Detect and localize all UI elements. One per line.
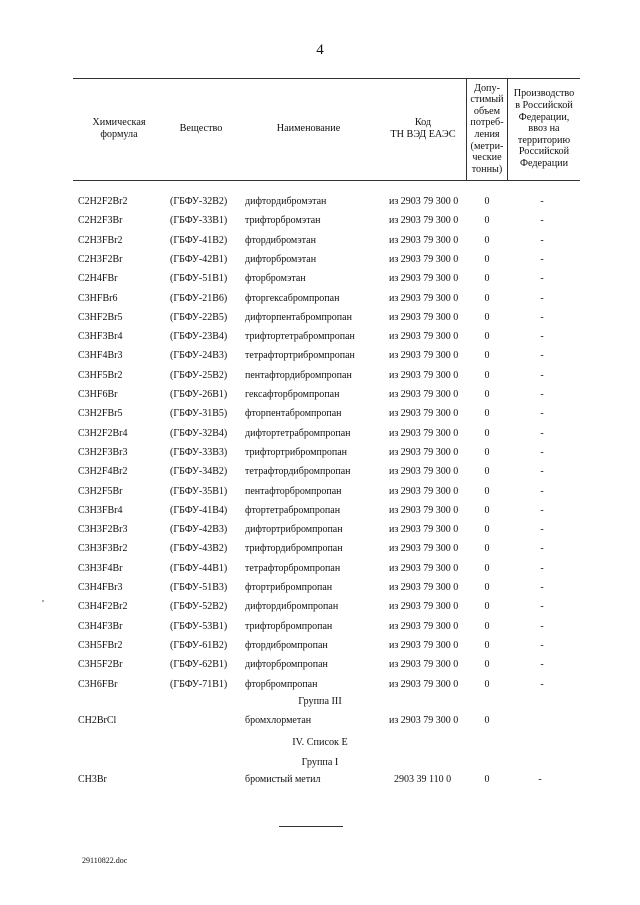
amount-cell: 0 — [484, 485, 490, 497]
table-row — [0, 713, 640, 729]
code-cell: из 2903 79 300 0 — [389, 446, 459, 458]
amount-cell: 0 — [484, 446, 490, 458]
amount-cell: 0 — [484, 562, 490, 574]
page-number: 4 — [316, 42, 324, 58]
header-line: Наименование — [276, 123, 341, 135]
substance-cell: (ГБФУ-42В3) — [170, 524, 228, 536]
table-row — [0, 464, 640, 480]
production-cell: - — [540, 446, 544, 458]
formula-cell: C3H3F4Br — [78, 562, 123, 574]
name-cell: пентафторбромпропан — [245, 485, 342, 497]
substance-cell: (ГБФУ-51В3) — [170, 582, 228, 593]
formula-cell: C3H5F2Br — [78, 659, 123, 671]
code-cell: из 2903 79 300 0 — [389, 639, 459, 651]
code-cell: из 2903 79 300 0 — [389, 215, 459, 227]
table-row — [0, 233, 640, 249]
substance-cell: (ГБФУ-22В5) — [170, 311, 228, 323]
substance-cell: (ГБФУ-44В1) — [170, 562, 228, 574]
code-cell: из 2903 79 300 0 — [389, 350, 459, 362]
amount-cell: 0 — [484, 215, 490, 227]
production-cell: - — [540, 543, 544, 555]
production-cell: - — [540, 601, 544, 613]
amount-cell: 0 — [484, 524, 490, 536]
formula-cell: C3H2F4Br2 — [78, 466, 128, 478]
code-cell: из 2903 79 300 0 — [389, 620, 459, 632]
formula-cell: C3H3FBr4 — [78, 504, 123, 516]
header-line: территорию — [517, 134, 571, 146]
amount-cell: 0 — [484, 292, 490, 304]
substance-cell: (ГБФУ-62В1) — [170, 659, 228, 671]
header-line: Российской — [518, 146, 570, 158]
formula-cell: C3HFBr6 — [78, 292, 118, 304]
table-row — [0, 213, 640, 229]
header-line: формула — [100, 129, 138, 140]
header-bottom-rule — [73, 180, 580, 181]
production-cell: - — [538, 774, 542, 785]
amount-cell: 0 — [484, 196, 490, 207]
substance-cell: (ГБФУ-43В2) — [170, 543, 228, 555]
header-line: в Российской — [515, 100, 573, 112]
production-cell: - — [540, 562, 544, 574]
amount-cell: 0 — [484, 369, 490, 381]
code-cell: 2903 39 110 0 — [394, 774, 452, 785]
production-cell: - — [540, 427, 544, 439]
header-name — [237, 78, 380, 180]
production-cell: - — [540, 504, 544, 516]
name-cell: тетрафторбромпропан — [245, 562, 341, 574]
header-line: Химическая — [92, 117, 146, 129]
name-cell: фтортрибромпропан — [245, 582, 333, 593]
header-line: Вещество — [179, 123, 223, 135]
amount-cell: 0 — [484, 273, 490, 285]
formula-cell: C3H4FBr3 — [78, 582, 123, 593]
table-row — [0, 772, 640, 788]
header-line: ввоз на — [528, 123, 560, 135]
substance-cell: (ГБФУ-51В1) — [170, 273, 228, 285]
header-formula — [73, 78, 165, 180]
table-row — [0, 387, 640, 403]
table-row — [0, 194, 640, 210]
formula-cell: C3H4F2Br2 — [78, 601, 128, 613]
table-row — [0, 368, 640, 384]
group-3-label: Группа III — [298, 696, 342, 707]
code-cell: из 2903 79 300 0 — [389, 466, 459, 478]
group-1-label: Группа I — [301, 757, 339, 768]
code-cell: из 2903 79 300 0 — [389, 389, 459, 400]
header-line: стимый — [470, 94, 504, 106]
amount-cell: 0 — [484, 659, 490, 671]
table-row — [0, 310, 640, 326]
name-cell: пентафтордибромпропан — [245, 369, 352, 381]
substance-cell: (ГБФУ-26В1) — [170, 389, 228, 400]
amount-cell: 0 — [484, 504, 490, 516]
production-cell: - — [540, 408, 544, 420]
production-cell: - — [540, 234, 544, 246]
substance-cell: (ГБФУ-24В3) — [170, 350, 228, 362]
production-cell: - — [540, 620, 544, 632]
substance-cell: (ГБФУ-23В4) — [170, 331, 228, 343]
name-cell: дифтортетрабромпропан — [245, 427, 351, 439]
name-cell: бромхлорметан — [245, 715, 312, 726]
code-cell: из 2903 79 300 0 — [389, 562, 459, 574]
header-line: объем — [473, 105, 501, 117]
formula-cell: C3HF5Br2 — [78, 369, 123, 381]
header-line: потреб- — [470, 117, 504, 129]
table-row — [0, 522, 640, 538]
name-cell: фторгексабромпропан — [245, 292, 340, 304]
code-cell: из 2903 79 300 0 — [389, 678, 459, 690]
amount-cell: 0 — [484, 620, 490, 632]
footer-rule — [279, 826, 343, 827]
table-row — [0, 541, 640, 557]
table-row — [0, 426, 640, 442]
table-row — [0, 599, 640, 615]
code-cell: из 2903 79 300 0 — [389, 292, 459, 304]
header-substance — [165, 78, 237, 180]
table-row — [0, 291, 640, 307]
code-cell: из 2903 79 300 0 — [389, 715, 459, 726]
code-cell: из 2903 79 300 0 — [389, 659, 459, 671]
name-cell: тетрафтортрибромпропан — [245, 350, 355, 362]
name-cell: дифторбромпропан — [245, 659, 328, 671]
code-cell: из 2903 79 300 0 — [389, 408, 459, 420]
substance-cell: (ГБФУ-41В4) — [170, 504, 228, 516]
amount-cell: 0 — [484, 408, 490, 420]
production-cell: - — [540, 311, 544, 323]
code-cell: из 2903 79 300 0 — [389, 273, 459, 285]
name-cell: фторбромэтан — [245, 273, 306, 285]
name-cell: трифтортрибромпропан — [245, 446, 347, 458]
list-e-label: IV. Список Е — [292, 737, 348, 748]
substance-cell: (ГБФУ-42В1) — [170, 253, 228, 265]
table-row — [0, 561, 640, 577]
code-cell: из 2903 79 300 0 — [389, 311, 459, 323]
code-cell: из 2903 79 300 0 — [389, 582, 459, 593]
scan-mark — [42, 600, 44, 602]
name-cell: тетрафтордибромпропан — [245, 466, 351, 478]
formula-cell: C3H5FBr2 — [78, 639, 123, 651]
formula-cell: C2H2F2Br2 — [78, 196, 128, 207]
header-amount — [467, 78, 507, 180]
amount-cell: 0 — [484, 678, 490, 690]
table-row — [0, 348, 640, 364]
code-cell: из 2903 79 300 0 — [389, 369, 459, 381]
header-line: ления — [474, 129, 500, 140]
name-cell: дифторпентабромпропан — [245, 311, 352, 323]
header-line: Код — [414, 117, 432, 129]
table-row — [0, 677, 640, 693]
production-cell: - — [540, 659, 544, 671]
production-cell: - — [540, 350, 544, 362]
name-cell: дифтортрибромпропан — [245, 524, 343, 536]
substance-cell: (ГБФУ-71В1) — [170, 678, 228, 690]
code-cell: из 2903 79 300 0 — [389, 601, 459, 613]
production-cell: - — [540, 582, 544, 593]
production-cell: - — [540, 389, 544, 400]
production-cell: - — [540, 485, 544, 497]
amount-cell: 0 — [484, 253, 490, 265]
substance-cell: (ГБФУ-25В2) — [170, 369, 228, 381]
code-cell: из 2903 79 300 0 — [389, 253, 459, 265]
header-production — [508, 78, 580, 180]
name-cell: трифтордибромпропан — [245, 543, 343, 555]
formula-cell: C2H4FBr — [78, 273, 118, 285]
production-cell: - — [540, 292, 544, 304]
name-cell: трифторбромэтан — [245, 215, 321, 227]
formula-cell: C3HF4Br3 — [78, 350, 123, 362]
name-cell: дифторбромэтан — [245, 253, 317, 265]
amount-cell: 0 — [484, 427, 490, 439]
table-row — [0, 445, 640, 461]
amount-cell: 0 — [484, 543, 490, 555]
name-cell: фторпентабромпропан — [245, 408, 342, 420]
amount-cell: 0 — [484, 350, 490, 362]
header-line: Производство — [513, 88, 575, 100]
formula-cell: C2H3F2Br — [78, 253, 123, 265]
formula-cell: C3H4F3Br — [78, 620, 123, 632]
table-row — [0, 619, 640, 635]
substance-cell: (ГБФУ-33В1) — [170, 215, 228, 227]
substance-cell: (ГБФУ-32В4) — [170, 427, 228, 439]
substance-cell: (ГБФУ-53В1) — [170, 620, 228, 632]
formula-cell: C3H2FBr5 — [78, 408, 123, 420]
production-cell: - — [540, 331, 544, 343]
header-line: Федерации, — [518, 111, 570, 123]
code-cell: из 2903 79 300 0 — [389, 196, 459, 207]
table-row — [0, 484, 640, 500]
substance-cell: (ГБФУ-34В2) — [170, 466, 228, 478]
name-cell: дифтордибромпропан — [245, 601, 339, 613]
table-row — [0, 638, 640, 654]
substance-cell: (ГБФУ-32В2) — [170, 196, 228, 207]
formula-cell: C2H3FBr2 — [78, 234, 123, 246]
code-cell: из 2903 79 300 0 — [389, 234, 459, 246]
header-line: Допу- — [474, 82, 500, 94]
formula-cell: C3H3F2Br3 — [78, 524, 128, 536]
amount-cell: 0 — [484, 715, 490, 726]
header-line: Федерации — [519, 157, 569, 169]
substance-cell: (ГБФУ-41В2) — [170, 234, 228, 246]
production-cell: - — [540, 253, 544, 265]
formula-cell: C3HF2Br5 — [78, 311, 123, 323]
code-cell: из 2903 79 300 0 — [389, 524, 459, 536]
substance-cell: (ГБФУ-52В2) — [170, 601, 228, 613]
substance-cell: (ГБФУ-61В2) — [170, 639, 228, 651]
production-cell: - — [540, 196, 544, 207]
name-cell: фтордибромэтан — [245, 234, 316, 246]
production-cell: - — [540, 639, 544, 651]
table-row — [0, 503, 640, 519]
code-cell: из 2903 79 300 0 — [389, 543, 459, 555]
production-cell: - — [540, 215, 544, 227]
table-row — [0, 657, 640, 673]
amount-cell: 0 — [484, 466, 490, 478]
amount-cell: 0 — [484, 639, 490, 651]
formula-cell: C3HF6Br — [78, 389, 118, 400]
header-code — [380, 78, 466, 180]
formula-cell: C3H2F3Br3 — [78, 446, 128, 458]
header-line: (метри- — [470, 140, 504, 152]
name-cell: гексафторбромпропан — [245, 389, 340, 400]
header-line: ТН ВЭД ЕАЭС — [390, 129, 456, 140]
header-line: тонны) — [471, 163, 503, 175]
amount-cell: 0 — [484, 601, 490, 613]
amount-cell: 0 — [484, 582, 490, 593]
header-line: ческие — [472, 152, 502, 164]
table-row — [0, 580, 640, 596]
table-row — [0, 329, 640, 345]
substance-cell: (ГБФУ-21В6) — [170, 292, 228, 304]
name-cell: фтортетрабромпропан — [245, 504, 341, 516]
name-cell: бромистый метил — [245, 774, 321, 785]
production-cell: - — [540, 466, 544, 478]
amount-cell: 0 — [484, 331, 490, 343]
amount-cell: 0 — [484, 774, 490, 785]
amount-cell: 0 — [484, 389, 490, 400]
production-cell: - — [540, 678, 544, 690]
formula-cell: C2H2F3Br — [78, 215, 123, 227]
code-cell: из 2903 79 300 0 — [389, 485, 459, 497]
formula-cell: C3H3F3Br2 — [78, 543, 128, 555]
code-cell: из 2903 79 300 0 — [389, 331, 459, 343]
formula-cell: C3H2F5Br — [78, 485, 123, 497]
formula-cell: C3HF3Br4 — [78, 331, 123, 343]
substance-cell: (ГБФУ-31В5) — [170, 408, 228, 420]
substance-cell: (ГБФУ-35В1) — [170, 485, 228, 497]
footer-filename: 29110822.doc — [82, 856, 128, 865]
table-row — [0, 406, 640, 422]
formula-cell: CH2BrCl — [78, 715, 117, 726]
table-row — [0, 252, 640, 268]
formula-cell: C3H6FBr — [78, 678, 118, 690]
substance-cell: (ГБФУ-33В3) — [170, 446, 228, 458]
code-cell: из 2903 79 300 0 — [389, 504, 459, 516]
production-cell: - — [540, 369, 544, 381]
code-cell: из 2903 79 300 0 — [389, 427, 459, 439]
table-row — [0, 271, 640, 287]
name-cell: трифторбромпропан — [245, 620, 333, 632]
name-cell: дифтордибромэтан — [245, 196, 327, 207]
production-cell: - — [540, 524, 544, 536]
amount-cell: 0 — [484, 311, 490, 323]
amount-cell: 0 — [484, 234, 490, 246]
name-cell: трифтортетрабромпропан — [245, 331, 355, 343]
formula-cell: CH3Br — [78, 774, 107, 785]
production-cell: - — [540, 273, 544, 285]
formula-cell: C3H2F2Br4 — [78, 427, 128, 439]
name-cell: фтордибромпропан — [245, 639, 328, 651]
name-cell: фторбромпропан — [245, 678, 318, 690]
